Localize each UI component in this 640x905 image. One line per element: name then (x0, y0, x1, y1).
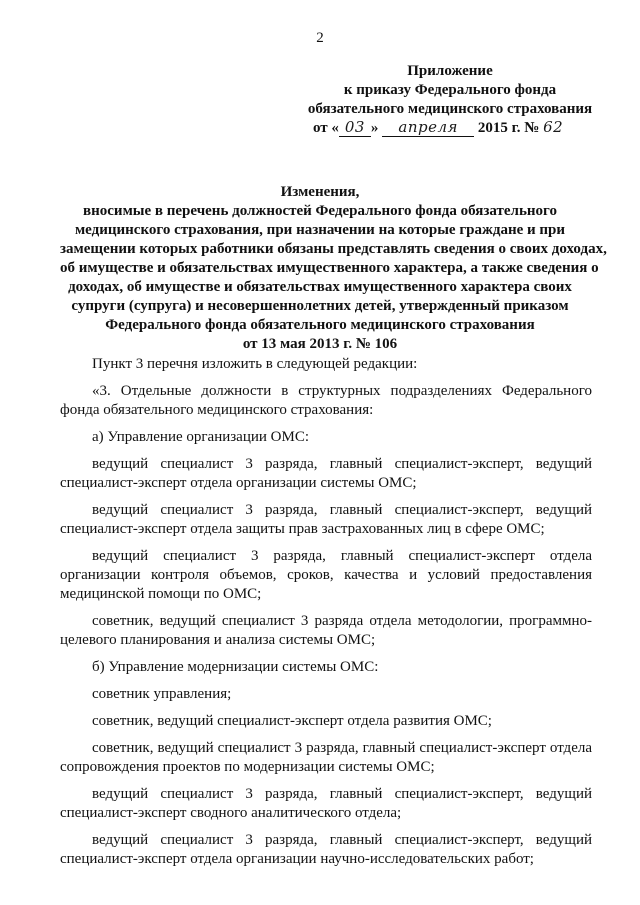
title-line: от 13 мая 2013 г. № 106 (242, 336, 398, 352)
body-paragraph: советник, ведущий специалист-эксперт отдела развития ОМС; (92, 713, 492, 729)
body-paragraph: советник, ведущий специалист 3 разряда, главный специалист-эксперт отдела сопровождения проектов по модернизации системы ОМС; (60, 740, 592, 775)
body-paragraph: советник управления; (92, 686, 232, 702)
section-heading: а) Управление организации ОМС: (92, 429, 310, 445)
order-year: 2015 г. (477, 120, 521, 136)
handwritten-order-number: 62 (543, 118, 564, 136)
order-date-quote: » (370, 120, 379, 136)
handwritten-day: 03 (339, 118, 371, 137)
order-date-prefix: от « (313, 120, 339, 136)
body-paragraph: ведущий специалист 3 разряда, главный специалист-эксперт отдела организации контроля объемов, сроков, качества и условий предоставления медицинской помощи по ОМС; (60, 548, 592, 602)
body-paragraph: ведущий специалист 3 разряда, главный специалист-эксперт, ведущий специалист-эксперт отдела организации научно-исследовательских работ; (60, 832, 592, 867)
title-line: доходах, об имуществе и обязательствах имущественного характера своих (68, 279, 572, 295)
appendix-order-ref: к приказу Федерального фонда (343, 82, 557, 98)
body-paragraph: Пункт 3 перечня изложить в следующей редакции: (92, 356, 418, 372)
body-paragraph: советник, ведущий специалист 3 разряда отдела методологии, программно-целевого планирования и анализа системы ОМС; (60, 613, 592, 648)
handwritten-month: апреля (382, 118, 474, 137)
order-number-label: № (524, 120, 540, 136)
appendix-title: Приложение (407, 63, 493, 79)
title-line: вносимые в перечень должностей Федерального фонда обязательного (83, 203, 557, 219)
page-number: 2 (316, 30, 324, 46)
appendix-header (300, 62, 600, 119)
body-paragraph: ведущий специалист 3 разряда, главный специалист-эксперт, ведущий специалист-эксперт отдела организации системы ОМС; (60, 456, 592, 491)
section-heading: б) Управление модернизации системы ОМС: (92, 659, 379, 675)
order-date-line (313, 118, 573, 137)
body-paragraph: ведущий специалист 3 разряда, главный специалист-эксперт, ведущий специалист-эксперт сводного аналитического отдела; (60, 786, 592, 821)
body-paragraph: «3. Отдельные должности в структурных подразделениях Федерального фонда обязательного медицинского страхования: (60, 383, 592, 418)
document-title (60, 183, 607, 354)
appendix-fund-name: обязательного медицинского страхования (307, 101, 593, 117)
title-line: Федерального фонда обязательного медицинского страхования (105, 317, 535, 333)
body-paragraph: ведущий специалист 3 разряда, главный специалист-эксперт, ведущий специалист-эксперт отдела защиты прав застрахованных лиц в сфере ОМС; (60, 502, 592, 537)
title-line: замещении которых работники обязаны представлять сведения о своих доходах, (60, 241, 607, 257)
document-body (60, 355, 592, 877)
title-line: об имуществе и обязательствах имущественного характера, а также сведения о (60, 260, 599, 276)
title-line: медицинского страхования, при назначении на которые граждане и при (74, 222, 566, 238)
title-line: супруги (супруга) и несовершеннолетних детей, утвержденный приказом (71, 298, 569, 314)
title-line: Изменения, (280, 184, 360, 200)
